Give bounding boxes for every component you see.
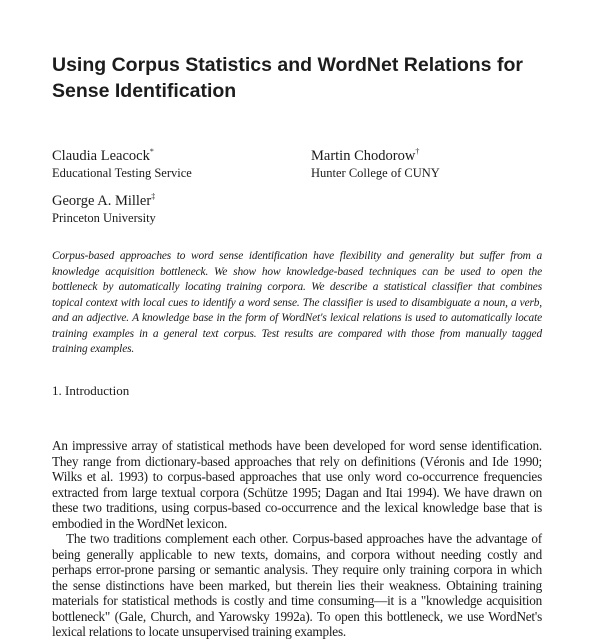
footnote-mark: † [415, 147, 420, 156]
author-block [52, 188, 156, 226]
body-paragraph: The two traditions complement each other. Corpus-based approaches have the advantage of being generally applicable to new texts, domains, and corpora without needing costly and perhaps error-prone parsing or semantic analysis. They require only training corpora in which the sense distinctions have been marked, but therein lies their weakness. Obtaining training materials for statistical methods is costly and time consuming—it is a "knowledge acquisition bottleneck" (Gale, Church, and Yarowsky 1992a). To open this bottleneck, we use WordNet's lexical relations to locate unsupervised training examples. [52, 531, 542, 639]
author-block [52, 143, 192, 181]
author-block [311, 143, 440, 181]
author-affiliation: Princeton University [52, 210, 156, 225]
author-name: George A. Miller‡ [52, 192, 156, 209]
author-affiliation: Hunter College of CUNY [311, 165, 440, 180]
footnote-mark: * [149, 147, 154, 156]
section-heading: 1. Introduction [52, 383, 130, 398]
author-affiliation: Educational Testing Service [52, 165, 192, 180]
body-paragraph: An impressive array of statistical methods have been developed for word sense identification. They range from dictionary-based approaches that rely on definitions (Véronis and Ide 1990; Wilks et al. 1993) to corpus-based approaches that use only word co-occurrence frequencies extracted from large textual corpora (Schütze 1995; Dagan and Itai 1994). We have drawn on these two traditions, using corpus-based co-occurrence and the lexical knowledge base that is embodied in the WordNet lexicon. [52, 438, 542, 531]
author-name: Martin Chodorow† [311, 147, 420, 164]
author-name: Claudia Leacock* [52, 147, 154, 164]
paper-title: Using Corpus Statistics and WordNet Relations for Sense Identification [52, 54, 523, 102]
abstract: Corpus-based approaches to word sense identification have flexibility and generality but suffer from a knowledge acquisition bottleneck. We show how knowledge-based techniques can be used to open the bottleneck by automatically locating training corpora. We describe a statistical classifier that combines topical context with local cues to identify a word sense. The classifier is used to disambiguate a noun, a verb, and an adjective. A knowledge base in the form of WordNet's lexical relations is used to automatically locate training examples in a general text corpus. Test results are compared with those from manually tagged training examples. [52, 250, 542, 355]
footnote-mark: ‡ [151, 192, 156, 201]
